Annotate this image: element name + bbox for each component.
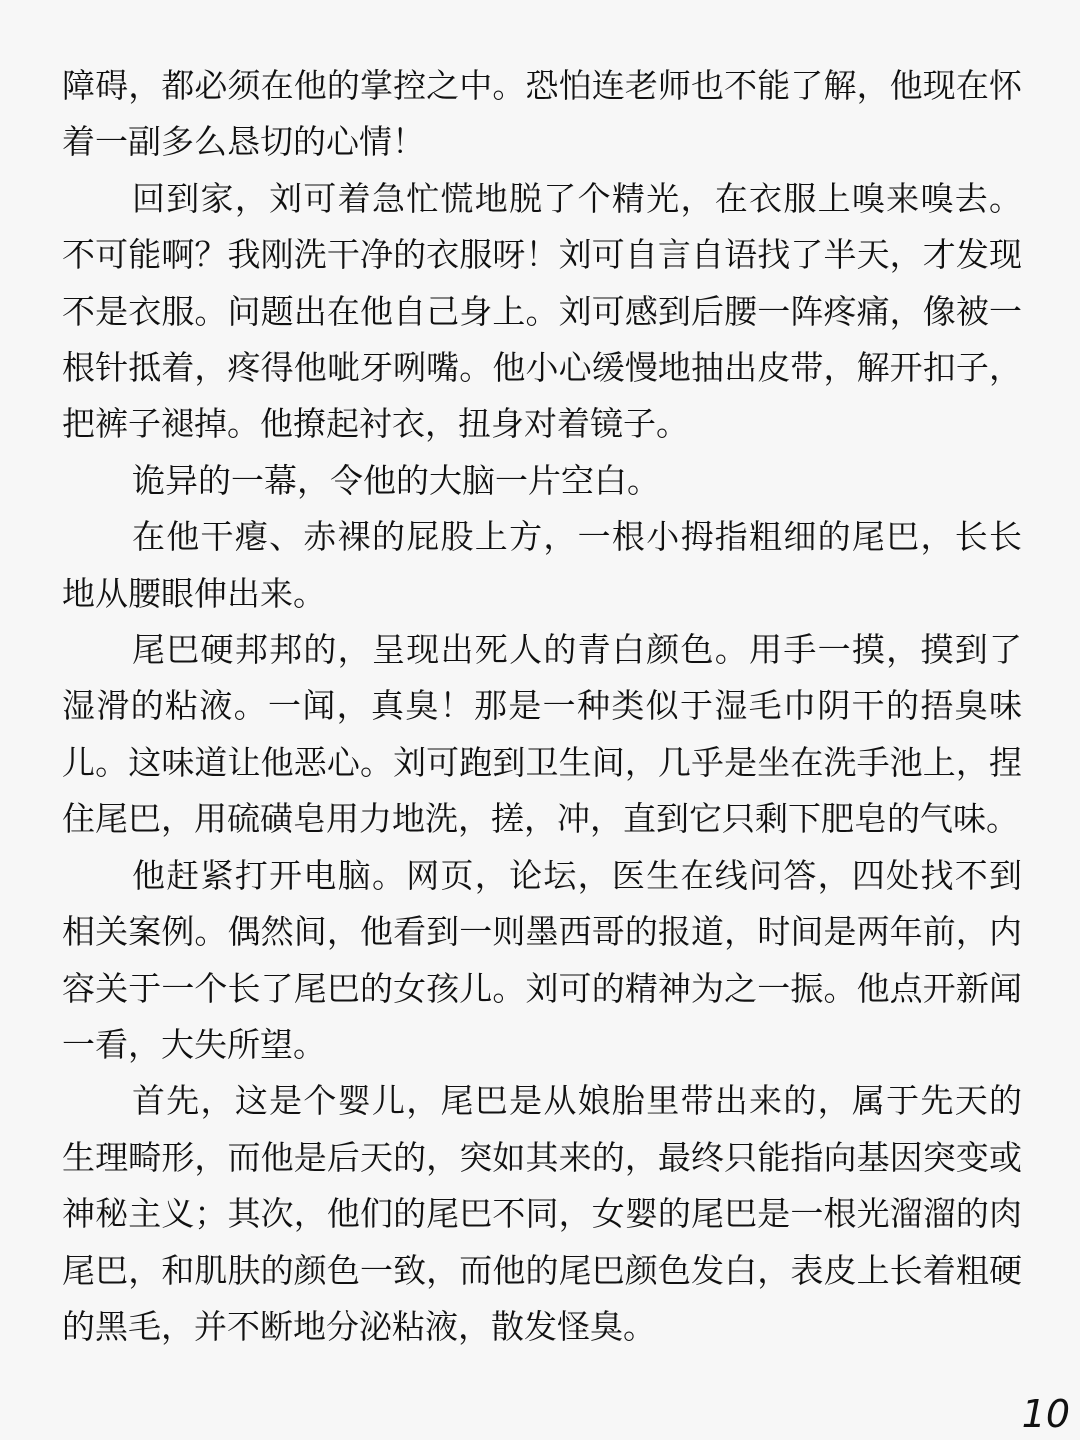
paragraph: 诡异的一幕，令他的大脑一片空白。: [132, 460, 660, 500]
paragraph: 尾巴硬邦邦的，呈现出死人的青白颜色。用手一摸，摸到了湿滑的粘液。一闻，真臭！那是一种类似于湿毛巾阴干的捂臭味儿。这味道让他恶心。刘可跑到卫生间，几乎是坐在洗手池上，捏住尾巴，用硫磺皂用力地洗，搓，冲，直到它只剩下肥皂的气味。: [62, 630, 1022, 839]
paragraph: 在他干瘪、赤裸的屁股上方，一根小拇指粗细的尾巴，长长地从腰眼伸出来。: [62, 517, 1022, 613]
paragraph-continuation: 障碍，都必须在他的掌控之中。恐怕连老师也不能了解，他现在怀着一副多么恳切的心情！: [62, 66, 1022, 162]
paragraph: 他赶紧打开电脑。网页，论坛，医生在线问答，四处找不到相关案例。偶然间，他看到一则墨西哥的报道，时间是两年前，内容关于一个长了尾巴的女孩儿。刘可的精神为之一振。他点开新闻一看，大失所望。: [62, 855, 1022, 1064]
body-text: [62, 58, 1022, 1355]
page-number: 10: [1021, 1392, 1070, 1436]
paragraph: 回到家，刘可着急忙慌地脱了个精光，在衣服上嗅来嗅去。不可能啊？我刚洗干净的衣服呀！刘可自言自语找了半天，才发现不是衣服。问题出在他自己身上。刘可感到后腰一阵疼痛，像被一根针抵着，疼得他呲牙咧嘴。他小心缓慢地抽出皮带，解开扣子，把裤子褪掉。他撩起衬衣，扭身对着镜子。: [62, 178, 1022, 444]
paragraph: 首先，这是个婴儿，尾巴是从娘胎里带出来的，属于先天的生理畸形，而他是后天的，突如其来的，最终只能指向基因突变或神秘主义；其次，他们的尾巴不同，女婴的尾巴是一根光溜溜的肉尾巴，和肌肤的颜色一致，而他的尾巴颜色发白，表皮上长着粗硬的黑毛，并不断地分泌粘液，散发怪臭。: [62, 1081, 1022, 1346]
